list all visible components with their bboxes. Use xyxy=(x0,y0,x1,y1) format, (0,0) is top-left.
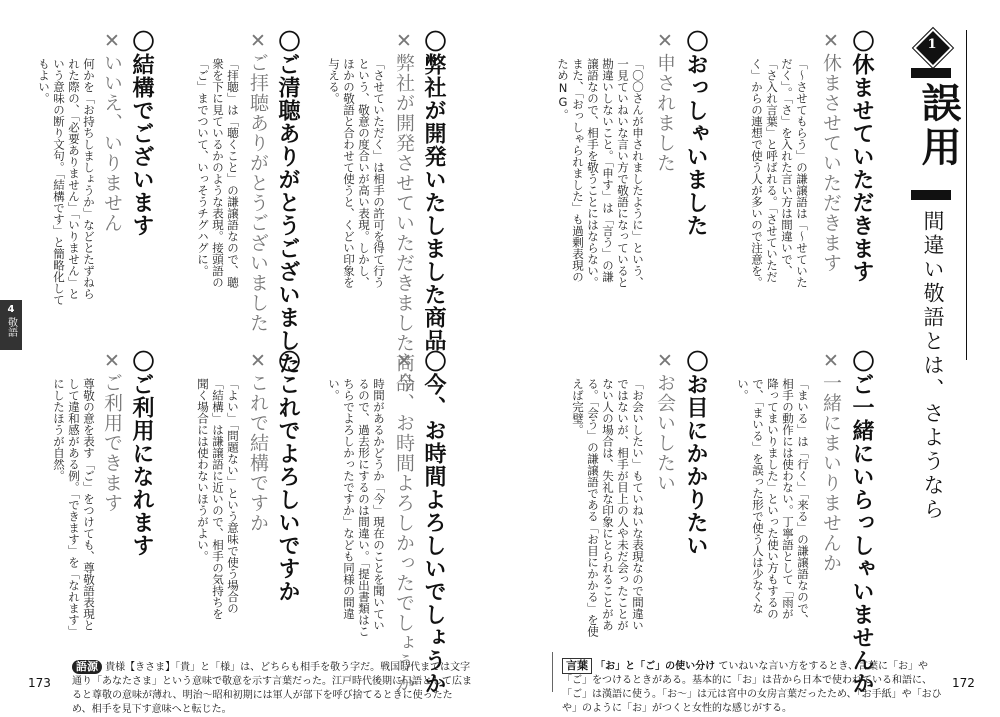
footnote-text: ていねいな言い方をするとき、言葉に「お」や「ご」をつけるときがある。基本的に「お」は昔から日本で使われている和語に、「ご」は漢語に使う。「お～」は元は宮中の女房言葉だったため、「お手紙」や「おひや」のように「お」がつくと女性的な感じがする。 xyxy=(562,661,942,714)
page-number: 172 xyxy=(952,676,975,690)
footnote-label: 語源 xyxy=(72,660,102,674)
footnote-divider xyxy=(552,652,553,692)
chapter-subtitle: 間違い敬語とは、さようなら xyxy=(921,210,945,522)
entry-explanation: 「よい」「問題ない」という意味で使う場合の「結構」は謙譲語に近いので、相手の気持ちを聞く場合には使わないほうがよい。 xyxy=(196,378,240,620)
entry-explanation: 「拝聴」は「聴くこと」の謙譲語なので、聴衆を下に見ているかのような表現。接頭語の「ご」までついて、いっそうチグハグに。 xyxy=(196,58,240,288)
entry-correct: 〇休ませていただきます xyxy=(849,30,874,283)
entry-wrong: ✕ご拝聴ありがとうございました xyxy=(247,30,269,333)
title-rule xyxy=(966,30,967,360)
entry-explanation: 尊敬の意を表す「ご」をつけても、尊敬語表現として違和感がある例。「できます」を「なれます」にしたほうが自然。 xyxy=(52,378,96,637)
entry-correct: 〇結構でございます xyxy=(129,30,154,237)
footnote-label: 言葉 xyxy=(562,658,592,674)
entry-correct: 〇これでよろしいですか xyxy=(275,350,300,603)
chapter-title: 誤用 xyxy=(915,82,962,170)
page-number: 173 xyxy=(28,676,51,690)
chapter-title-box xyxy=(905,30,962,205)
footnote-text: 貴様【きさま】「貴」と「様」は、どちらも相手を敬う字だ。戦国時代までは文字通り「あなたさま」という意味で敬意を示す言葉だった。江戸時代後期に口語として広まると尊敬の意味が薄れ、明治〜昭和初期には軍人が部下を呼び捨てるときに使ったため、相手を見下す意味へと転じた。 xyxy=(72,662,472,715)
entry-correct: 〇おっしゃいました xyxy=(683,30,708,237)
entry-wrong: ✕これで結構ですか xyxy=(247,350,269,533)
entry-wrong: ✕今、お時間よろしかったでしょうか xyxy=(393,350,415,693)
section-tab-number: 4 xyxy=(7,304,15,315)
entry-correct: 〇弊社が開発いたしました商品 xyxy=(421,30,446,352)
entry-explanation: 時間があるかどうか「今」現在のことを聞いているので、過去形にするのは間違い。「提出書類はこちらでよろしかったですか」なども同様の間違い。 xyxy=(327,378,386,637)
entry-wrong: ✕一緒にまいりませんか xyxy=(820,350,842,573)
entry-explanation: 「まいる」は「行く」「来る」の謙譲語なので、相手の動作には使わない。丁寧語として「雨が降ってまいりました」といった使い方もするので、「まいる」を誤った形で使う人は少なくない。 xyxy=(736,378,810,626)
entry-correct: 〇ご清聴ありがとうございました xyxy=(275,30,300,375)
entry-explanation: 何かを「お持ちしましょうか」などとたずねられた際の、「必要ありません」「いりません」という意味の断り文句。「結構です」と簡略化してもよい。 xyxy=(37,58,96,306)
left-footnote xyxy=(72,660,472,717)
entry-wrong: ✕申されました xyxy=(654,30,676,173)
entry-correct: 〇ご利用になれます xyxy=(129,350,154,557)
chapter-title-bracket-top xyxy=(911,68,951,78)
chapter-number: 1 xyxy=(927,37,937,52)
section-tab xyxy=(0,300,22,350)
entry-wrong: ✕弊社が開発させていただきました商品 xyxy=(393,30,415,393)
entry-wrong: ✕いいえ、いりません xyxy=(101,30,123,233)
entry-explanation: 「お会いしたい」もていねいな表現なので間違いではないが、相手が目上の人や未だ会ったことがない人の場合は、失礼な印象にとられることがある。「会う」の謙譲語である「お目にかかる」を使えば完璧。 xyxy=(571,378,645,637)
entry-explanation: 「〇〇さんが申されましたように」という、一見ていねいな言い方で敬語になっていると勘違いしないこと。「申す」は「言う」の謙譲語なので、相手を敬うことにはならない。また、「おっしゃられました」も過剰表現のためNG。 xyxy=(556,58,645,288)
entry-correct: 〇お目にかかりたい xyxy=(683,350,708,557)
entry-wrong: ✕休まさせていただきます xyxy=(820,30,842,273)
entry-explanation: 「～させてもらう」の謙譲語は「～せていただく」。「さ」を入れた言い方は間違いで、「さ入れ言葉」と呼ばれる。「させていただく」からの連想で使う人が多いので注意を。 xyxy=(750,58,809,288)
chapter-title-bracket-bottom xyxy=(911,190,951,200)
right-footnote xyxy=(562,658,942,716)
entry-explanation: 「させていただく」は相手の許可を得て行うという、敬意の度合いが高い表現。しかし、ほかの敬語と合わせて使うと、くどい印象を与える。 xyxy=(327,58,386,288)
footnote-title: 「お」と「ご」の使い分け xyxy=(595,661,716,672)
section-tab-label: 敬語 xyxy=(5,317,17,337)
entry-wrong: ✕ご利用できます xyxy=(101,350,123,513)
entry-wrong: ✕お会いしたい xyxy=(654,350,676,493)
entry-correct: 〇ご一緒にいらっしゃいませんか xyxy=(849,350,874,695)
entry-correct: 〇今、お時間よろしいでしょうか xyxy=(421,350,446,695)
